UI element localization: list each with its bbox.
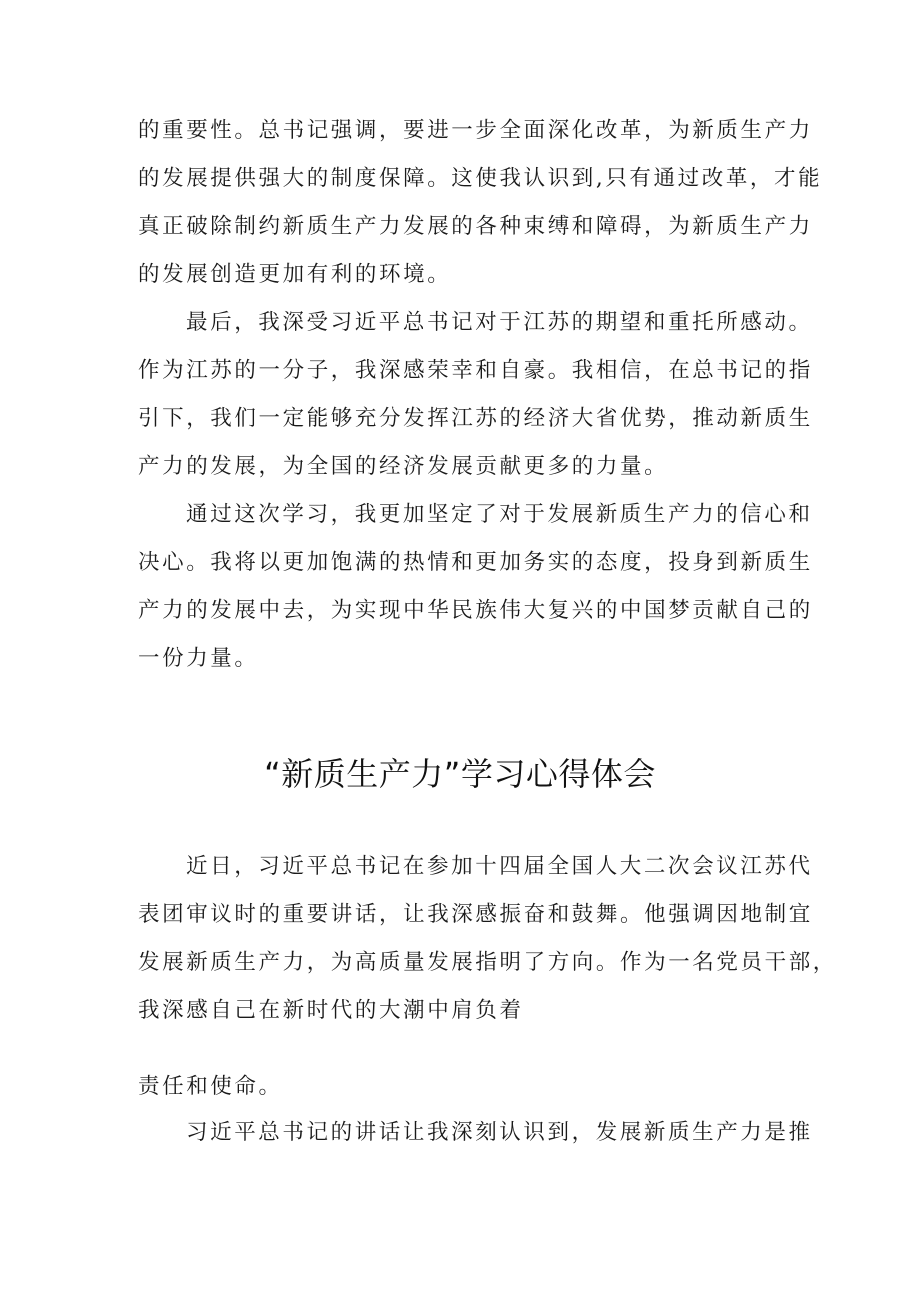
paragraph-line: 发展新质生产力，为高质量发展指明了方向。作为一名党员干部， <box>138 950 837 975</box>
paragraph-line: 通过这次学习，我更加坚定了对于发展新质生产力的信心和 <box>186 502 813 527</box>
paragraph-line: 一份力量。 <box>138 646 259 671</box>
paragraph-line: 的发展创造更加有利的环境。 <box>138 262 452 287</box>
paragraph-line: 近日，习近平总书记在参加十四届全国人大二次会议江苏代 <box>186 854 813 879</box>
paragraph-line: 我深感自己在新时代的大潮中肩负着 <box>138 998 524 1023</box>
paragraph-line: 表团审议时的重要讲话，让我深感振奋和鼓舞。他强调因地制宜 <box>138 902 813 927</box>
paragraph-line: 的发展提供强大的制度保障。这使我认识到,只有通过改革，才能 <box>138 166 823 191</box>
paragraph-line: 真正破除制约新质生产力发展的各种束缚和障碍，为新质生产力 <box>138 214 813 239</box>
paragraph-line: 责任和使命。 <box>138 1074 283 1099</box>
paragraph-line: 习近平总书记的讲话让我深刻认识到，发展新质生产力是推 <box>186 1120 813 1145</box>
paragraph-line: 的重要性。总书记强调，要进一步全面深化改革，为新质生产力 <box>138 118 813 143</box>
paragraph-line: 作为江苏的一分子，我深感荣幸和自豪。我相信，在总书记的指 <box>138 358 813 383</box>
paragraph-line: 决心。我将以更加饱满的热情和更加务实的态度，投身到新质生 <box>138 550 813 575</box>
paragraph-line: 产力的发展中去，为实现中华民族伟大复兴的中国梦贡献自己的 <box>138 598 813 623</box>
paragraph-line: 产力的发展，为全国的经济发展贡献更多的力量。 <box>138 454 669 479</box>
paragraph-line: 最后，我深受习近平总书记对于江苏的期望和重托所感动。 <box>186 310 813 335</box>
article-title: “新质生产力”学习心得体会 <box>264 755 656 793</box>
paragraph-line: 引下，我们一定能够充分发挥江苏的经济大省优势，推动新质生 <box>138 406 813 431</box>
